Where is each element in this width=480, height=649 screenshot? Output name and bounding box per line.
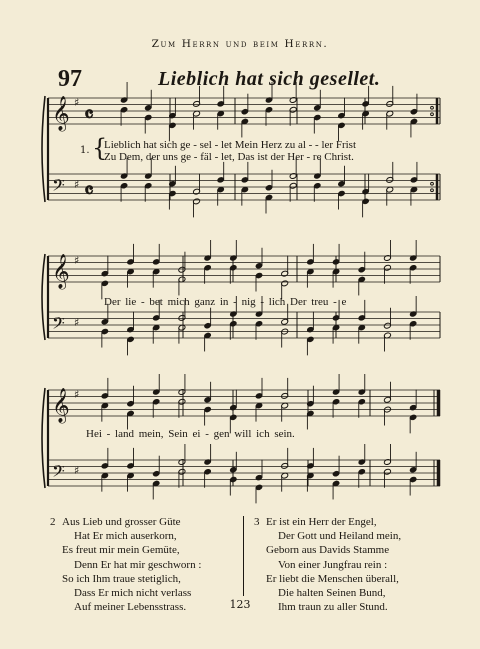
time-signature: 𝄴 [84, 178, 94, 204]
repeat-dot [431, 182, 434, 185]
treble-clef: 𝄞 [52, 388, 70, 423]
repeat-dot [431, 113, 434, 116]
page-number: 123 [229, 598, 251, 611]
key-signature-sharp: ♯ [74, 316, 80, 329]
stanza-line: Er liebt die Menschen überall, [266, 572, 399, 585]
stanza-line: Hat Er mich auserkorn, [74, 530, 177, 543]
stanza-line: Von einer Jungfrau rein : [278, 558, 388, 571]
time-signature: 𝄴 [84, 102, 94, 128]
treble-clef: 𝄞 [52, 96, 70, 131]
stanza-line: Ihm traun zu aller Stund. [278, 601, 388, 614]
stanza-line: Die halten Seinen Bund, [278, 587, 386, 600]
stanza-line: Dass Er mich nicht verlass [74, 587, 192, 600]
lyrics-verse-1: Lieblich hat sich ge - sel - let Mein Herz zu al - - ler Frist [104, 139, 356, 151]
bass-clef: 𝄢 [52, 175, 65, 199]
stanza-line: Der Gott und Heiland mein, [278, 530, 402, 543]
key-signature-sharp: ♯ [74, 388, 80, 401]
stanza-line: Aus Lieb und grosser Güte [62, 516, 181, 528]
bass-clef: 𝄢 [52, 313, 65, 337]
key-signature-sharp: ♯ [74, 464, 80, 477]
lyrics-system-3: Hei - land mein, Sein ei - gen will ich sein. [86, 428, 295, 440]
hymn-title: Lieblich hat sich gesellet. [158, 68, 381, 90]
treble-clef: 𝄞 [52, 254, 70, 289]
lyric-brace: { [92, 134, 108, 162]
stanza-number: 3 [254, 516, 260, 528]
system-brace [42, 254, 45, 340]
repeat-dot [431, 189, 434, 192]
system-brace [42, 388, 45, 488]
lyrics-system-2: Der lie - bet mich ganz in - nig - lich Der treu - e [104, 296, 347, 308]
key-signature-sharp: ♯ [74, 254, 80, 267]
stanza-divider [243, 516, 244, 596]
lyrics-verse-1b: Zu Dem, der uns ge - fäl - let, Das ist der Her - re Christ. [104, 151, 354, 163]
stanza-line: Denn Er hat mir geschworn : [74, 558, 202, 571]
running-header: Zum Herrn und beim Herrn. [151, 38, 329, 50]
stanza-number: 2 [50, 516, 56, 528]
verse-number: 1. [80, 145, 90, 156]
stanza-line: Er ist ein Herr der Engel, [266, 516, 377, 528]
stanza-line: Geborn aus Davids Stamme [266, 544, 390, 557]
stanza-line: Auf meiner Lebensstrass. [74, 601, 187, 614]
hymn-number: 97 [58, 66, 82, 92]
key-signature-sharp: ♯ [74, 178, 80, 191]
stanza-line: So ich Ihm traue stetiglich, [62, 572, 181, 585]
repeat-dot [431, 106, 434, 109]
system-brace [42, 96, 45, 202]
stanza-line: Es freut mir mein Gemüte, [62, 544, 180, 557]
bass-clef: 𝄢 [52, 461, 65, 485]
key-signature-sharp: ♯ [74, 96, 80, 109]
